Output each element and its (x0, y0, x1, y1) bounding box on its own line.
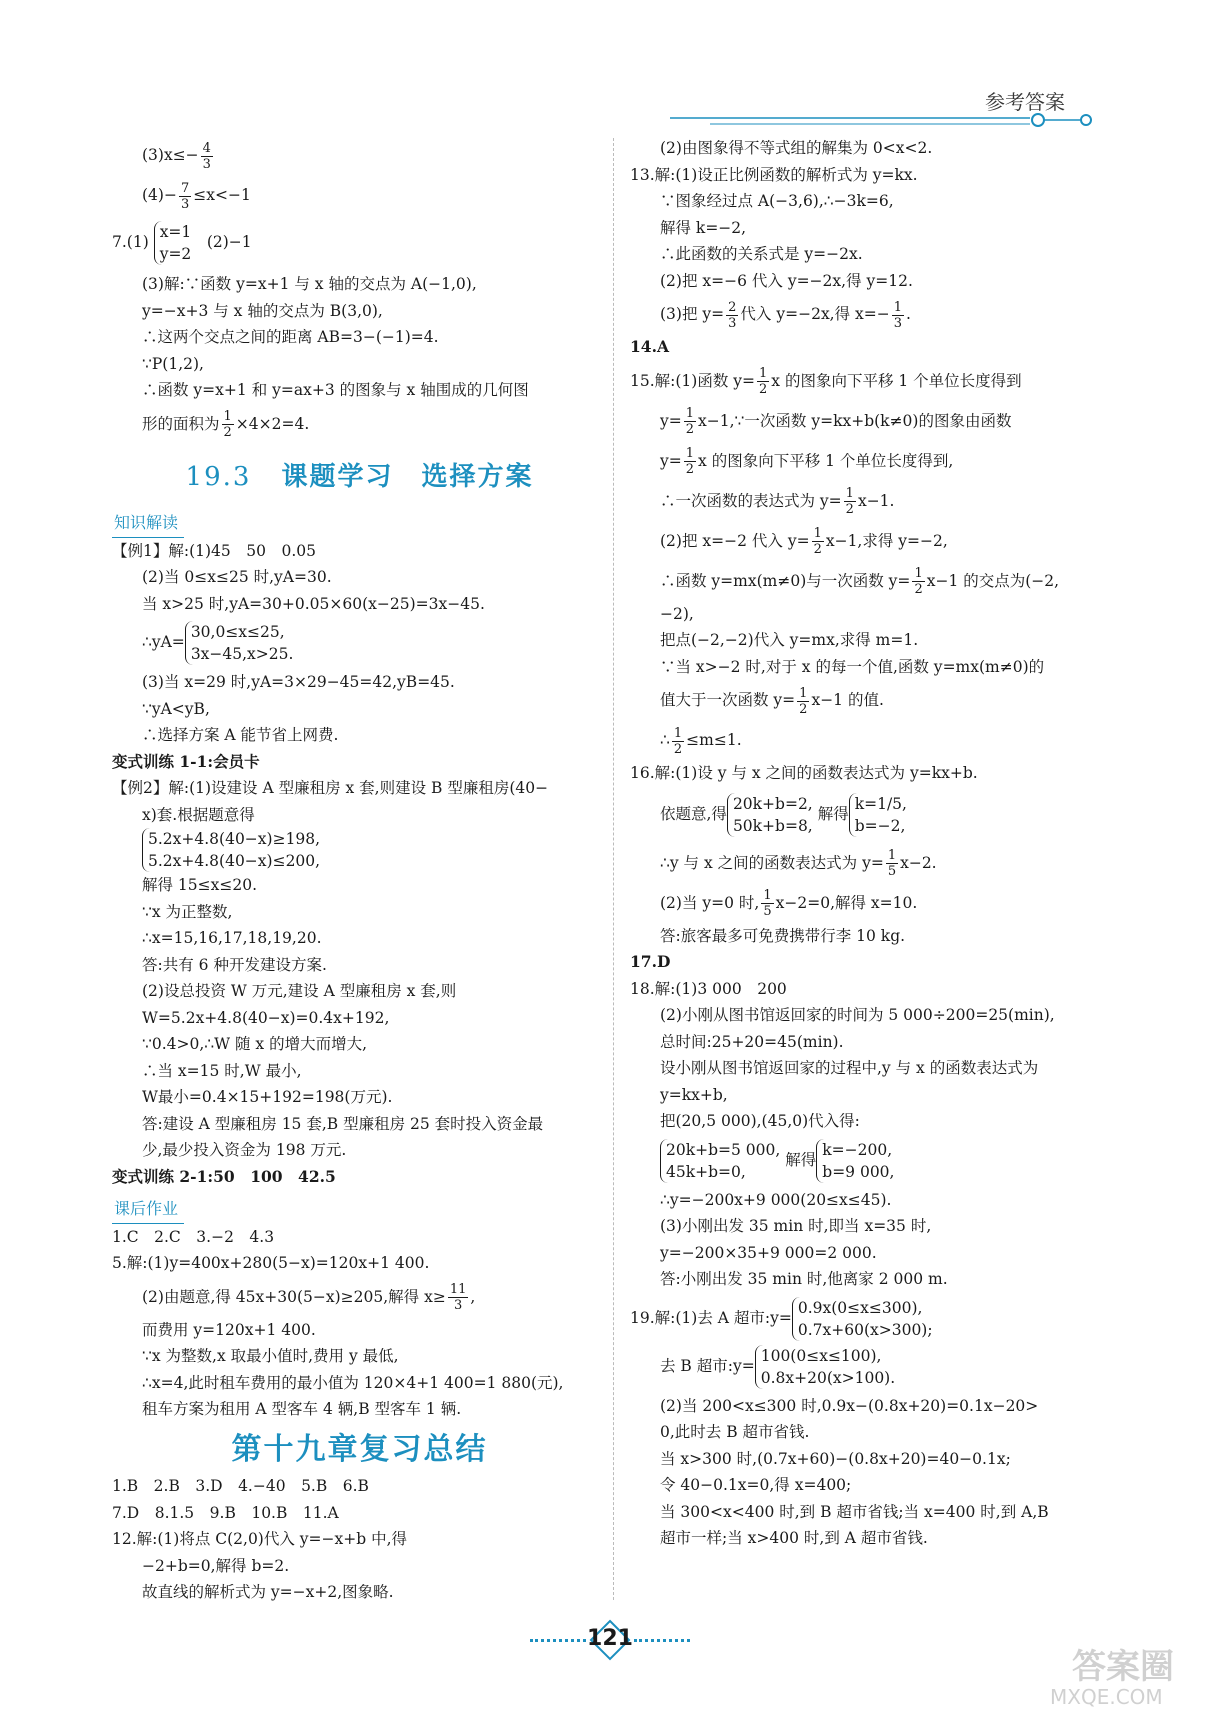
answer-line: (2)由题意,得 45x+30(5−x)≥205,解得 x≥ $\frac{11}{3}$ , (142, 1282, 476, 1313)
answer-line: 故直线的解析式为 y=−x+2,图象略. (142, 1583, 394, 1601)
answer-line: W=5.2x+4.8(40−x)=0.4x+192, (142, 1008, 390, 1027)
answer-line: 依题意,得 20k+b=2, 50k+b=8, 解得 k=1/5, b=−2, (660, 794, 907, 835)
equation-system: 20k+b=2, 50k+b=8, (727, 793, 813, 837)
answer-line: 【例1】解:(1)45 50 0.05 (112, 541, 316, 560)
answer-line: 答:小刚出发 35 min 时,他离家 2 000 m. (660, 1270, 948, 1288)
fraction: $\frac{1}{2}$ (223, 409, 232, 440)
fraction: $\frac{7}{3}$ (180, 180, 190, 212)
answer-line: (2)当 y=0 时, $\frac{1}{5}$ x−2=0,解得 x=10. (660, 888, 918, 919)
answer-line: ∴x=4,此时租车费用的最小值为 120×4+1 400=1 880(元), (142, 1373, 564, 1392)
answer-line: 总时间:25+20=45(min). (660, 1032, 844, 1051)
answer-line: −2), (660, 604, 694, 623)
answer-line: 19.解:(1)去 A 超市:y= 0.9x(0≤x≤300), 0.7x+60(x>300); (630, 1298, 933, 1339)
subsection-label-homework: 课后作业 (112, 1196, 184, 1224)
answer-line: 18.解:(1)3 000 200 (630, 979, 787, 998)
equation-system: 0.9x(0≤x≤300), 0.7x+60(x>300); (792, 1297, 933, 1341)
answer-line: ∴x=15,16,17,18,19,20. (142, 929, 322, 947)
answer-line: 少,最少投入资金为 198 万元. (142, 1141, 347, 1159)
svg-text:答案圈: 答案圈 (1072, 1647, 1174, 1687)
answer-line: 14.A (630, 337, 669, 356)
answer-line: 当 x>25 时,yA=30+0.05×60(x−25)=3x−45. (142, 594, 485, 613)
answer-line: y=kx+b, (660, 1085, 728, 1104)
answer-line: ∴y 与 x 之间的函数表达式为 y= $\frac{1}{5}$ x−2. (660, 848, 937, 879)
answer-line: 17.D (630, 952, 671, 971)
answer-line: ∵当 x>−2 时,对于 x 的每一个值,函数 y=mx(m≠0)的 (660, 657, 1045, 676)
answer-line: 令 40−0.1x=0,得 x=400; (660, 1476, 852, 1494)
answer-line: −2+b=0,解得 b=2. (142, 1556, 290, 1575)
answer-line: ∴选择方案 A 能节省上网费. (142, 726, 339, 744)
answer-line: ∴yA= 30,0≤x≤25, 3x−45,x>25. (142, 623, 294, 663)
answer-line: 答:旅客最多可免费携带行李 10 kg. (660, 926, 906, 945)
answer-line: 超市一样;当 x>400 时,到 A 超市省钱. (660, 1529, 928, 1547)
answer-line: (2)小刚从图书馆返回家的时间为 5 000÷200=25(min), (660, 1006, 1055, 1024)
answer-line: (3)当 x=29 时,yA=3×29−45=42,yB=45. (142, 673, 455, 691)
answer-line: y=−x+3 与 x 轴的交点为 B(3,0), (142, 301, 383, 320)
equation-system: 5.2x+4.8(40−x)≥198, 5.2x+4.8(40−x)≤200, (142, 828, 320, 872)
answer-line: x)套.根据题意得 (142, 805, 255, 824)
dotted-line-right (634, 1639, 690, 1642)
answer-line: (2)把 x=−2 代入 y= $\frac{1}{2}$ x−1,求得 y=−2, (660, 526, 948, 557)
answer-line: ∴此函数的关系式是 y=−2x. (660, 245, 863, 263)
fraction: $\frac{2}{3}$ (728, 299, 737, 331)
header-title: 参考答案 (985, 90, 1065, 114)
answer-line: ∴当 x=15 时,W 最小, (142, 1061, 302, 1080)
answer-line: ∵P(1,2), (142, 354, 204, 373)
equation-system: x=1 y=2 (154, 221, 192, 265)
answer-line: (2)设总投资 W 万元,建设 A 型廉租房 x 套,则 (142, 982, 457, 1000)
answer-line: ∵yA<yB, (142, 699, 210, 718)
left-column (112, 135, 607, 1606)
fraction: $\frac{1}{5}$ (887, 848, 897, 879)
fraction: $\frac{1}{2}$ (685, 446, 695, 477)
answer-line: 而费用 y=120x+1 400. (142, 1320, 316, 1339)
answer-line: ∴ $\frac{1}{2}$ ≤m≤1. (660, 725, 742, 757)
equation-system: 20k+b=5 000, 45k+b=0, (660, 1139, 780, 1183)
answer-line: 【例2】解:(1)设建设 A 型廉租房 x 套,则建设 B 型廉租房(40− (112, 779, 549, 797)
answer-line: 7.(1) x=1 y=2 (2)−1 (112, 223, 252, 263)
answer-line: 解得 k=−2, (660, 218, 747, 237)
answer-line: (2)当 200<x≤300 时,0.9x−(0.8x+20)=0.1x−20> (660, 1396, 1039, 1415)
answer-line: (3)解:∵函数 y=x+1 与 x 轴的交点为 A(−1,0), (142, 275, 477, 293)
fraction: $\frac{1}{3}$ (893, 299, 903, 331)
section-title: 19.3 课题学习 选择方案 (185, 461, 534, 492)
page-number: 121 (587, 1626, 633, 1651)
answer-line: 1.C 2.C 3.−2 4.3 (112, 1227, 275, 1246)
equation-system: k=−200, b=9 000, (816, 1139, 894, 1183)
fraction: $\frac{1}{2}$ (845, 486, 854, 517)
answer-line: y=−200×35+9 000=2 000. (660, 1243, 877, 1262)
watermark-logo (1042, 1640, 1222, 1710)
answer-line: ∴函数 y=x+1 和 y=ax+3 的图象与 x 轴围成的几何图 (142, 381, 529, 399)
equation-system: 30,0≤x≤25, 3x−45,x>25. (185, 621, 294, 665)
right-column (630, 135, 1120, 1552)
header-decoration-line (670, 112, 1120, 132)
answer-line: 16.解:(1)设 y 与 x 之间的函数表达式为 y=kx+b. (630, 764, 978, 782)
fraction: $\frac{11}{3}$ (449, 1282, 467, 1313)
answer-line: 把(20,5 000),(45,0)代入得: (660, 1112, 860, 1130)
fraction: $\frac{1}{2}$ (813, 526, 822, 557)
page-number-badge (530, 1620, 690, 1660)
chapter-title: 第十九章复习总结 (231, 1431, 488, 1467)
fraction: $\frac{1}{5}$ (763, 888, 772, 919)
fraction: $\frac{4}{3}$ (202, 140, 211, 172)
answer-line: 当 x>300 时,(0.7x+60)−(0.8x+20)=40−0.1x; (660, 1449, 1011, 1468)
answer-line: W最小=0.4×15+192=198(万元). (142, 1088, 393, 1106)
fraction: $\frac{1}{2}$ (914, 566, 923, 597)
answer-line: 变式训练 1-1:会员卡 (112, 751, 260, 771)
answer-line: 1.B 2.B 3.D 4.−40 5.B 6.B (112, 1477, 369, 1495)
answer-line: (3)小刚出发 35 min 时,即当 x=35 时, (660, 1217, 932, 1235)
answer-line: ∵x 为整数,x 取最小值时,费用 y 最低, (142, 1347, 399, 1365)
answer-line: 0,此时去 B 超市省钱. (660, 1423, 810, 1441)
answer-line: 值大于一次函数 y= $\frac{1}{2}$ x−1 的值. (660, 685, 884, 717)
answer-line: 设小刚从图书馆返回家的过程中,y 与 x 的函数表达式为 (660, 1059, 1039, 1077)
answer-line: 变式训练 2-1:50 100 42.5 (112, 1166, 336, 1186)
answer-line: 20k+b=5 000, 45k+b=0, 解得 k=−200, b=9 000, (630, 1139, 1120, 1183)
answer-line: (2)当 0≤x≤25 时,yA=30. (142, 568, 332, 586)
answer-line: 当 300<x<400 时,到 B 超市省钱;当 x=400 时,到 A,B (660, 1502, 1049, 1521)
answer-line: (3)x≤− $\frac{4}{3}$ (142, 140, 211, 172)
fraction: $\frac{1}{2}$ (673, 725, 683, 757)
column-divider (613, 138, 614, 1600)
answer-line: 7.D 8.1.5 9.B 10.B 11.A (112, 1503, 339, 1522)
answer-line: 15.解:(1)函数 y= $\frac{1}{2}$ x 的图象向下平移 1 个单位长度得到 (630, 366, 1022, 397)
answer-line: ∵0.4>0,∴W 随 x 的增大而增大, (142, 1035, 368, 1053)
answer-line: 5.解:(1)y=400x+280(5−x)=120x+1 400. (112, 1254, 430, 1272)
fraction: $\frac{1}{2}$ (799, 685, 808, 717)
fraction: $\frac{1}{2}$ (685, 406, 695, 437)
answer-line: y= $\frac{1}{2}$ x−1,∵一次函数 y=kx+b(k≠0)的图象由函数 (660, 406, 1012, 437)
answer-line: 答:建设 A 型廉租房 15 套,B 型廉租房 25 套时投入资金最 (142, 1114, 544, 1133)
subsection-label-knowledge: 知识解读 (112, 510, 184, 538)
answer-line: (2)把 x=−6 代入 y=−2x,得 y=12. (660, 271, 913, 290)
answer-line: ∴一次函数的表达式为 y= $\frac{1}{2}$ x−1. (660, 486, 895, 517)
answer-line: ∵图象经过点 A(−3,6),∴−3k=6, (660, 192, 894, 210)
answer-line: 形的面积为 $\frac{1}{2}$ ×4×2=4. (142, 409, 310, 440)
equation-system: 100(0≤x≤100), 0.8x+20(x>100). (755, 1345, 895, 1389)
svg-text:MXQE.COM: MXQE.COM (1050, 1685, 1163, 1709)
answer-line: ∵x 为正整数, (142, 902, 233, 921)
answer-line: (4)− $\frac{7}{3}$ ≤x<−1 (142, 180, 251, 212)
answer-line: 解得 15≤x≤20. (142, 876, 258, 894)
answer-line: 答:共有 6 种开发建设方案. (142, 955, 327, 974)
answer-line: (2)由图象得不等式组的解集为 0<x<2. (660, 139, 933, 157)
answer-line: ∴这两个交点之间的距离 AB=3−(−1)=4. (142, 328, 439, 346)
equation-system: k=1/5, b=−2, (849, 793, 907, 837)
answer-line: y= $\frac{1}{2}$ x 的图象向下平移 1 个单位长度得到, (660, 446, 954, 477)
answer-line: (3)把 y= $\frac{2}{3}$ 代入 y=−2x,得 x=− $\frac{1}{3}$ . (660, 299, 911, 331)
answer-line (112, 828, 607, 872)
answer-line: ∴函数 y=mx(m≠0)与一次函数 y= $\frac{1}{2}$ x−1 的交点为(−2, (660, 566, 1060, 597)
answer-line: 13.解:(1)设正比例函数的解析式为 y=kx. (630, 165, 918, 184)
answer-line: 去 B 超市:y= 100(0≤x≤100), 0.8x+20(x>100). (660, 1346, 896, 1387)
fraction: $\frac{1}{2}$ (759, 366, 768, 397)
answer-line: ∴y=−200x+9 000(20≤x≤45). (660, 1190, 892, 1209)
answer-line: 12.解:(1)将点 C(2,0)代入 y=−x+b 中,得 (112, 1530, 408, 1548)
answer-line: 把点(−2,−2)代入 y=mx,求得 m=1. (660, 631, 919, 649)
answer-line: 租车方案为租用 A 型客车 4 辆,B 型客车 1 辆. (142, 1400, 462, 1418)
